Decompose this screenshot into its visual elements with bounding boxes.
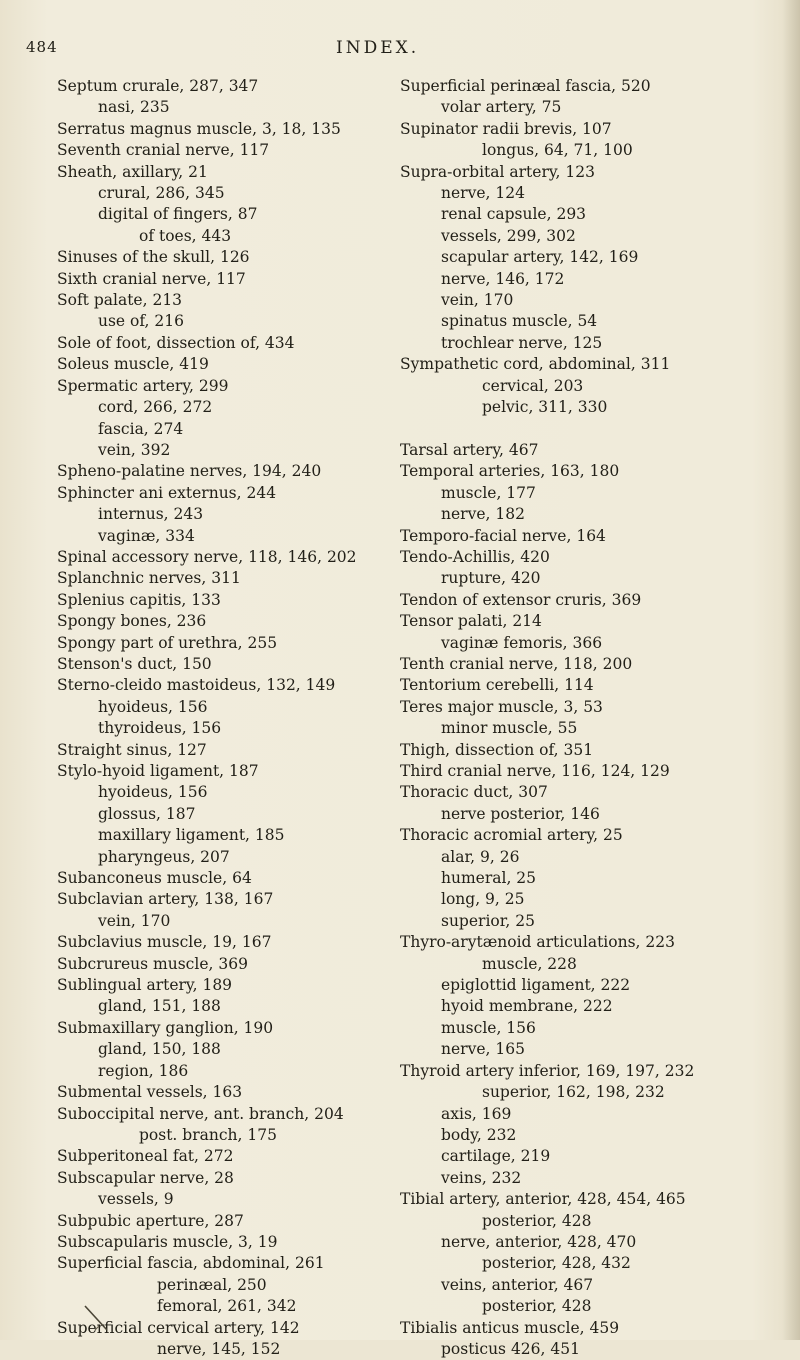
index-entry: Superficial cervical artery, 142 xyxy=(57,1318,300,1337)
index-entry: Spinal accessory nerve, 118, 146, 202 xyxy=(57,547,357,566)
index-subentry: renal capsule, 293 xyxy=(441,205,587,224)
index-subentry: cord, 266, 272 xyxy=(98,398,213,417)
index-subentry: of toes, 443 xyxy=(139,226,232,245)
index-entry: Temporal arteries, 163, 180 xyxy=(400,462,620,481)
index-subentry: long, 9, 25 xyxy=(441,890,525,909)
index-entry: Sinuses of the skull, 126 xyxy=(57,248,250,267)
index-subentry: posterior, 428 xyxy=(482,1211,592,1230)
index-subentry: nerve, 124 xyxy=(441,184,525,203)
index-entry: Subscapularis muscle, 3, 19 xyxy=(57,1232,278,1251)
index-subentry: post. branch, 175 xyxy=(139,1125,277,1144)
index-entry: Sixth cranial nerve, 117 xyxy=(57,269,246,288)
index-subentry: digital of fingers, 87 xyxy=(98,205,258,224)
index-subentry: femoral, 261, 342 xyxy=(157,1297,297,1316)
index-entry: Splanchnic nerves, 311 xyxy=(57,569,241,588)
index-entry: Temporo-facial nerve, 164 xyxy=(400,526,606,545)
index-entry: Subclavian artery, 138, 167 xyxy=(57,890,274,909)
index-subentry: nerve, 182 xyxy=(441,505,525,524)
index-entry: Subanconeus muscle, 64 xyxy=(57,869,252,888)
index-entry: Septum crurale, 287, 347 xyxy=(57,77,259,95)
index-entry: Submaxillary ganglion, 190 xyxy=(57,1018,274,1037)
index-entry: Sheath, axillary, 21 xyxy=(57,162,208,181)
index-subentry: body, 232 xyxy=(441,1125,517,1144)
index-subentry: nerve posterior, 146 xyxy=(441,804,600,823)
index-subentry: humeral, 25 xyxy=(441,869,537,888)
index-subentry: muscle, 177 xyxy=(441,483,536,502)
page-header xyxy=(0,38,800,64)
index-subentry: superior, 162, 198, 232 xyxy=(482,1083,665,1102)
index-entry: Tensor palati, 214 xyxy=(400,612,542,631)
index-entry: Thyroid artery inferior, 169, 197, 232 xyxy=(400,1061,695,1080)
index-subentry: vein, 170 xyxy=(441,291,514,310)
index-subentry: thyroideus, 156 xyxy=(98,719,222,738)
index-entry: Seventh cranial nerve, 117 xyxy=(57,141,270,160)
index-column-left xyxy=(57,76,427,1360)
index-subentry: veins, 232 xyxy=(441,1168,522,1187)
index-entry: Sole of foot, dissection of, 434 xyxy=(57,333,295,352)
index-entry: Tendo-Achillis, 420 xyxy=(400,547,550,566)
index-subentry: hyoideus, 156 xyxy=(98,783,208,802)
index-subentry: superior, 25 xyxy=(441,911,536,930)
index-entry: Sphincter ani externus, 244 xyxy=(57,483,277,502)
index-entry: Thoracic acromial artery, 25 xyxy=(400,826,623,845)
index-entry: Superficial perinæal fascia, 520 xyxy=(400,77,651,95)
index-entry: Subcrureus muscle, 369 xyxy=(57,954,248,973)
index-entry: Tentorium cerebelli, 114 xyxy=(400,676,594,695)
index-entry: Superficial fascia, abdominal, 261 xyxy=(57,1254,325,1273)
index-subentry: pharyngeus, 207 xyxy=(98,847,230,866)
index-subentry: nerve, 145, 152 xyxy=(157,1339,281,1358)
index-subentry: vessels, 299, 302 xyxy=(441,226,576,245)
index-subentry: hyoideus, 156 xyxy=(98,697,208,716)
index-subentry: trochlear nerve, 125 xyxy=(441,333,603,352)
index-entry: Stylo-hyoid ligament, 187 xyxy=(57,762,259,780)
index-entry: Subscapular nerve, 28 xyxy=(57,1168,234,1187)
index-subentry: vessels, 9 xyxy=(98,1190,174,1209)
index-entry: Submental vessels, 163 xyxy=(57,1083,243,1102)
index-subentry: internus, 243 xyxy=(98,505,204,524)
index-subentry: nasi, 235 xyxy=(98,98,170,117)
index-entry: Soft palate, 213 xyxy=(57,291,183,310)
index-subentry: crural, 286, 345 xyxy=(98,184,225,203)
index-entry: Subperitoneal fat, 272 xyxy=(57,1147,234,1166)
page-edge-shadow xyxy=(782,0,800,1340)
index-subentry: nerve, 165 xyxy=(441,1040,525,1059)
page-number: 484 xyxy=(26,38,58,56)
index-subentry: cervical, 203 xyxy=(482,376,584,395)
index-subentry: nerve, anterior, 428, 470 xyxy=(441,1232,637,1251)
index-subentry: nerve, 146, 172 xyxy=(441,269,565,288)
index-subentry: perinæal, 250 xyxy=(157,1275,267,1294)
index-subentry: posterior, 428 xyxy=(482,1297,592,1316)
index-subentry: posterior, 428, 432 xyxy=(482,1254,631,1273)
index-subentry: veins, anterior, 467 xyxy=(441,1275,594,1294)
index-entry: Subclavius muscle, 19, 167 xyxy=(57,933,272,952)
index-entry: Tibialis anticus muscle, 459 xyxy=(400,1318,620,1337)
index-entry: Stenson's duct, 150 xyxy=(57,654,212,673)
index-entry: Spheno-palatine nerves, 194, 240 xyxy=(57,462,322,481)
index-subentry: use of, 216 xyxy=(98,312,184,331)
index-entry: Supra-orbital artery, 123 xyxy=(400,162,595,181)
index-entry: Suboccipital nerve, ant. branch, 204 xyxy=(57,1104,344,1123)
index-subentry: minor muscle, 55 xyxy=(441,719,578,738)
index-subentry: gland, 150, 188 xyxy=(98,1040,221,1059)
index-entry: Straight sinus, 127 xyxy=(57,740,207,759)
index-entry: Tibial artery, anterior, 428, 454, 465 xyxy=(400,1190,686,1209)
index-subentry: epiglottid ligament, 222 xyxy=(441,976,631,995)
index-entry: Tenth cranial nerve, 118, 200 xyxy=(400,654,633,673)
index-entry xyxy=(400,419,770,440)
index-subentry: muscle, 156 xyxy=(441,1018,536,1037)
index-subentry: vein, 170 xyxy=(98,911,171,930)
index-subentry: scapular artery, 142, 169 xyxy=(441,248,639,267)
index-subentry: vein, 392 xyxy=(98,440,171,459)
pencil-mark xyxy=(57,1300,117,1334)
index-subentry: gland, 151, 188 xyxy=(98,997,221,1016)
index-entry: Thyro-arytænoid articulations, 223 xyxy=(400,933,675,952)
index-entry: Serratus magnus muscle, 3, 18, 135 xyxy=(57,119,341,138)
index-entry: Supinator radii brevis, 107 xyxy=(400,119,612,138)
running-head: INDEX. xyxy=(336,38,420,58)
index-subentry: region, 186 xyxy=(98,1061,189,1080)
index-subentry: glossus, 187 xyxy=(98,804,196,823)
index-entry: Third cranial nerve, 116, 124, 129 xyxy=(400,762,670,780)
index-subentry: spinatus muscle, 54 xyxy=(441,312,598,331)
index-subentry: pelvic, 311, 330 xyxy=(482,398,608,417)
index-subentry: axis, 169 xyxy=(441,1104,512,1123)
index-entry: Spermatic artery, 299 xyxy=(57,376,229,395)
index-entry: Thigh, dissection of, 351 xyxy=(400,740,594,759)
index-subentry: muscle, 228 xyxy=(482,954,577,973)
index-subentry: cartilage, 219 xyxy=(441,1147,551,1166)
index-subentry: maxillary ligament, 185 xyxy=(98,826,285,845)
index-subentry: longus, 64, 71, 100 xyxy=(482,141,633,160)
index-entry: Subpubic aperture, 287 xyxy=(57,1211,244,1230)
index-entry: Sterno-cleido mastoideus, 132, 149 xyxy=(57,676,336,695)
index-subentry: posticus 426, 451 xyxy=(441,1339,580,1358)
index-column-right xyxy=(400,76,770,1360)
index-entry: Sublingual artery, 189 xyxy=(57,976,233,995)
index-entry: Tarsal artery, 467 xyxy=(400,440,539,459)
index-entry: Sympathetic cord, abdominal, 311 xyxy=(400,355,671,374)
index-entry: Spongy part of urethra, 255 xyxy=(57,633,278,652)
index-entry: Thoracic duct, 307 xyxy=(400,783,548,802)
index-entry: Splenius capitis, 133 xyxy=(57,590,221,609)
index-entry: Tendon of extensor cruris, 369 xyxy=(400,590,642,609)
index-entry: Teres major muscle, 3, 53 xyxy=(400,697,603,716)
index-subentry: hyoid membrane, 222 xyxy=(441,997,613,1016)
index-subentry: alar, 9, 26 xyxy=(441,847,520,866)
index-subentry: fascia, 274 xyxy=(98,419,184,438)
index-entry: Spongy bones, 236 xyxy=(57,612,207,631)
index-subentry: rupture, 420 xyxy=(441,569,541,588)
index-subentry: vaginæ femoris, 366 xyxy=(441,633,603,652)
index-subentry: vaginæ, 334 xyxy=(98,526,195,545)
index-subentry: volar artery, 75 xyxy=(441,98,562,117)
index-entry: Soleus muscle, 419 xyxy=(57,355,209,374)
